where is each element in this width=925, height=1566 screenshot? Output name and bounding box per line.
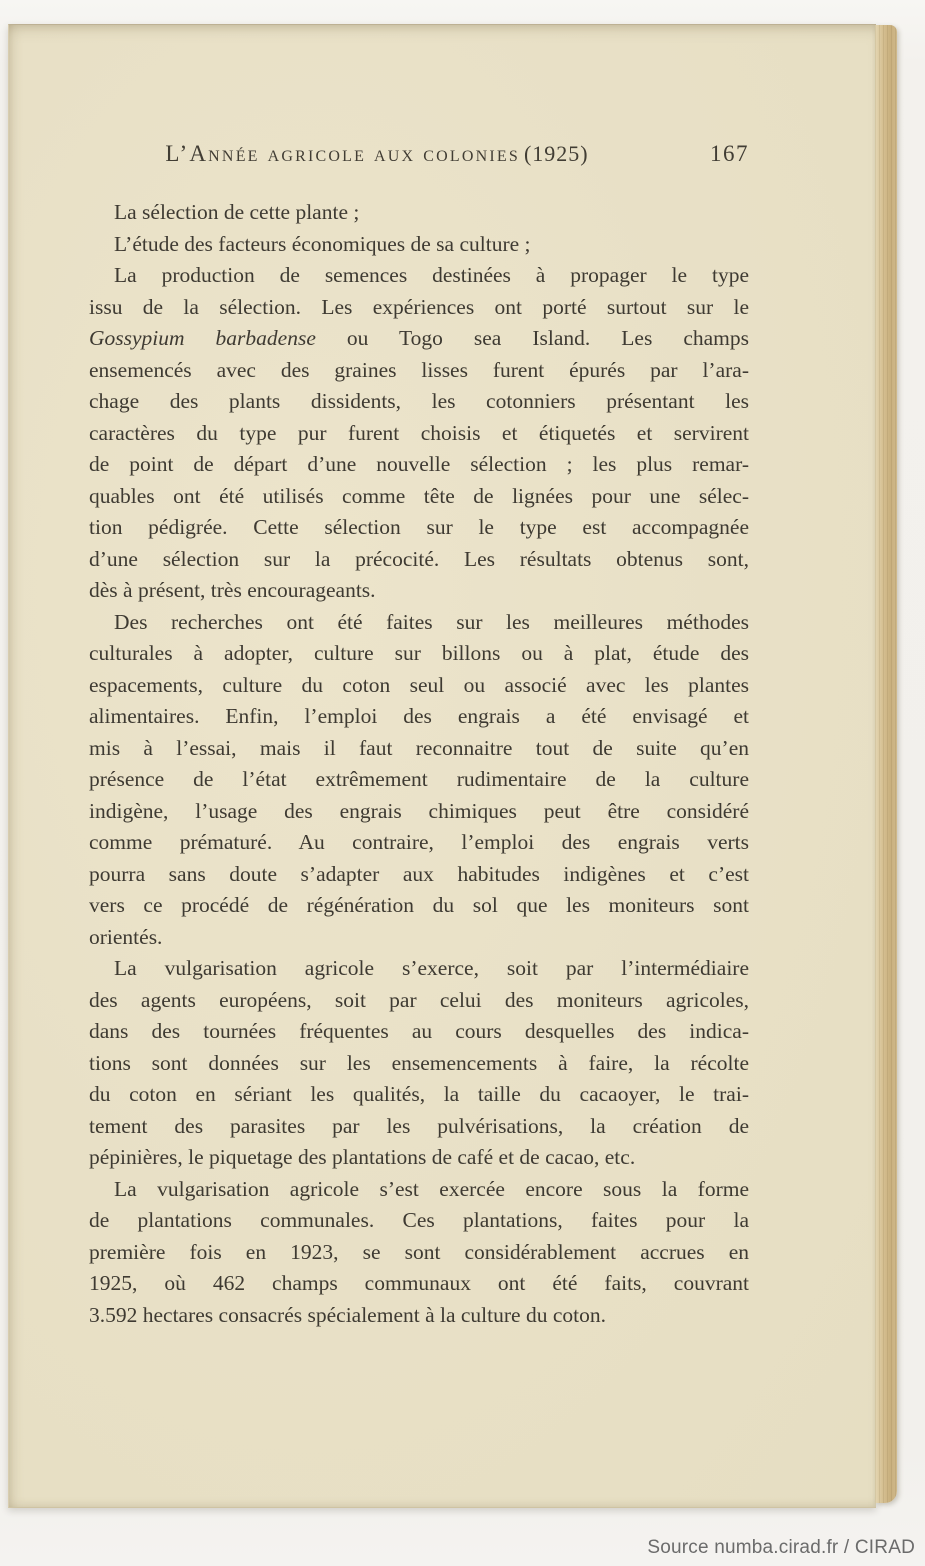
page-stack-edge [875, 25, 897, 1503]
page-number: 167 [710, 141, 749, 166]
book-page [8, 24, 876, 1508]
header-title: L’Année agricole aux colonies [165, 141, 520, 166]
text-line: alimentaires. Enfin, l’emploi des engrais a été envisagé et [89, 704, 749, 728]
header-year: (1925) [523, 141, 589, 166]
text-line: pépinières, le piquetage des plantations de café et de cacao, etc. [89, 1145, 636, 1169]
text-line: comme prématuré. Au contraire, l’emploi des engrais verts [89, 830, 749, 854]
source-attribution: Source numba.cirad.fr / CIRAD [647, 1537, 915, 1558]
text-line: dans des tournées fréquentes au cours desquelles des indica- [89, 1019, 749, 1043]
text-line: La production de semences destinées à propager le type [114, 263, 749, 287]
text-line: chage des plants dissidents, les cotonniers présentant les [89, 389, 749, 413]
text-line: tion pédigrée. Cette sélection sur le type est accompagnée [89, 515, 749, 539]
paragraph [89, 607, 749, 954]
text-line: présence de l’état extrêmement rudimentaire de la culture [89, 767, 749, 791]
text-line: tement des parasites par les pulvérisations, la création de [89, 1113, 749, 1138]
text-line: tions sont données sur les ensemencements à faire, la récolte [89, 1050, 749, 1075]
text-line: première fois en 1923, se sont considérablement accrues en [89, 1239, 749, 1264]
text-line: Des recherches ont été faites sur les meilleures méthodes [114, 609, 749, 634]
text-line: orientés. [89, 924, 163, 949]
header-title-wrap [89, 141, 665, 167]
text-line: vers ce procédé de régénération du sol que les moniteurs sont [89, 893, 749, 917]
text-line: 1925, où 462 champs communaux ont été faits, couvrant [89, 1271, 749, 1295]
text-line: espacements, culture du coton seul ou associé avec les plantes [89, 672, 749, 697]
text-line: caractères du type pur furent choisis et étiquetés et servirent [89, 420, 749, 445]
text-line: mis à l’essai, mais il faut reconnaitre tout de suite qu’en [89, 735, 749, 760]
text-line: 3.592 hectares consacrés spécialement à la culture du coton. [89, 1302, 606, 1327]
text-line: culturales à adopter, culture sur billons ou à plat, étude des [89, 641, 749, 665]
paragraph [89, 197, 749, 229]
text-line: Gossypium barbadense ou Togo sea Island. Les champs [89, 326, 749, 350]
text-line: La vulgarisation agricole s’exerce, soit par l’intermédiaire [114, 956, 749, 980]
text-line: pourra sans doute s’adapter aux habitudes indigènes et c’est [89, 861, 749, 886]
text-line: de plantations communales. Ces plantations, faites pour la [89, 1208, 749, 1232]
paragraph [89, 260, 749, 607]
text-line: dès à présent, très encourageants. [89, 578, 376, 602]
text-line: de point de départ d’une nouvelle sélection ; les plus remar- [89, 452, 749, 476]
body-text [89, 197, 749, 1331]
paragraph [89, 229, 749, 261]
text-line: d’une sélection sur la précocité. Les résultats obtenus sont, [89, 546, 749, 571]
text-line: du coton en sériant les qualités, la taille du cacaoyer, le trai- [89, 1082, 749, 1106]
text-line: La sélection de cette plante ; [114, 200, 360, 224]
text-line: ensemencés avec des graines lisses furent épurés par l’ara- [89, 357, 749, 382]
paragraph [89, 953, 749, 1174]
running-header [89, 141, 749, 171]
text-line: L’étude des facteurs économiques de sa culture ; [114, 231, 531, 256]
text-line: des agents européens, soit par celui des moniteurs agricoles, [89, 987, 749, 1012]
text-line: quables ont été utilisés comme tête de lignées pour une sélec- [89, 483, 749, 508]
text-line: La vulgarisation agricole s’est exercée encore sous la forme [114, 1176, 749, 1201]
text-line: indigène, l’usage des engrais chimiques peut être considéré [89, 798, 749, 823]
text-line: issu de la sélection. Les expériences ont porté surtout sur le [89, 294, 749, 319]
paragraph [89, 1174, 749, 1332]
